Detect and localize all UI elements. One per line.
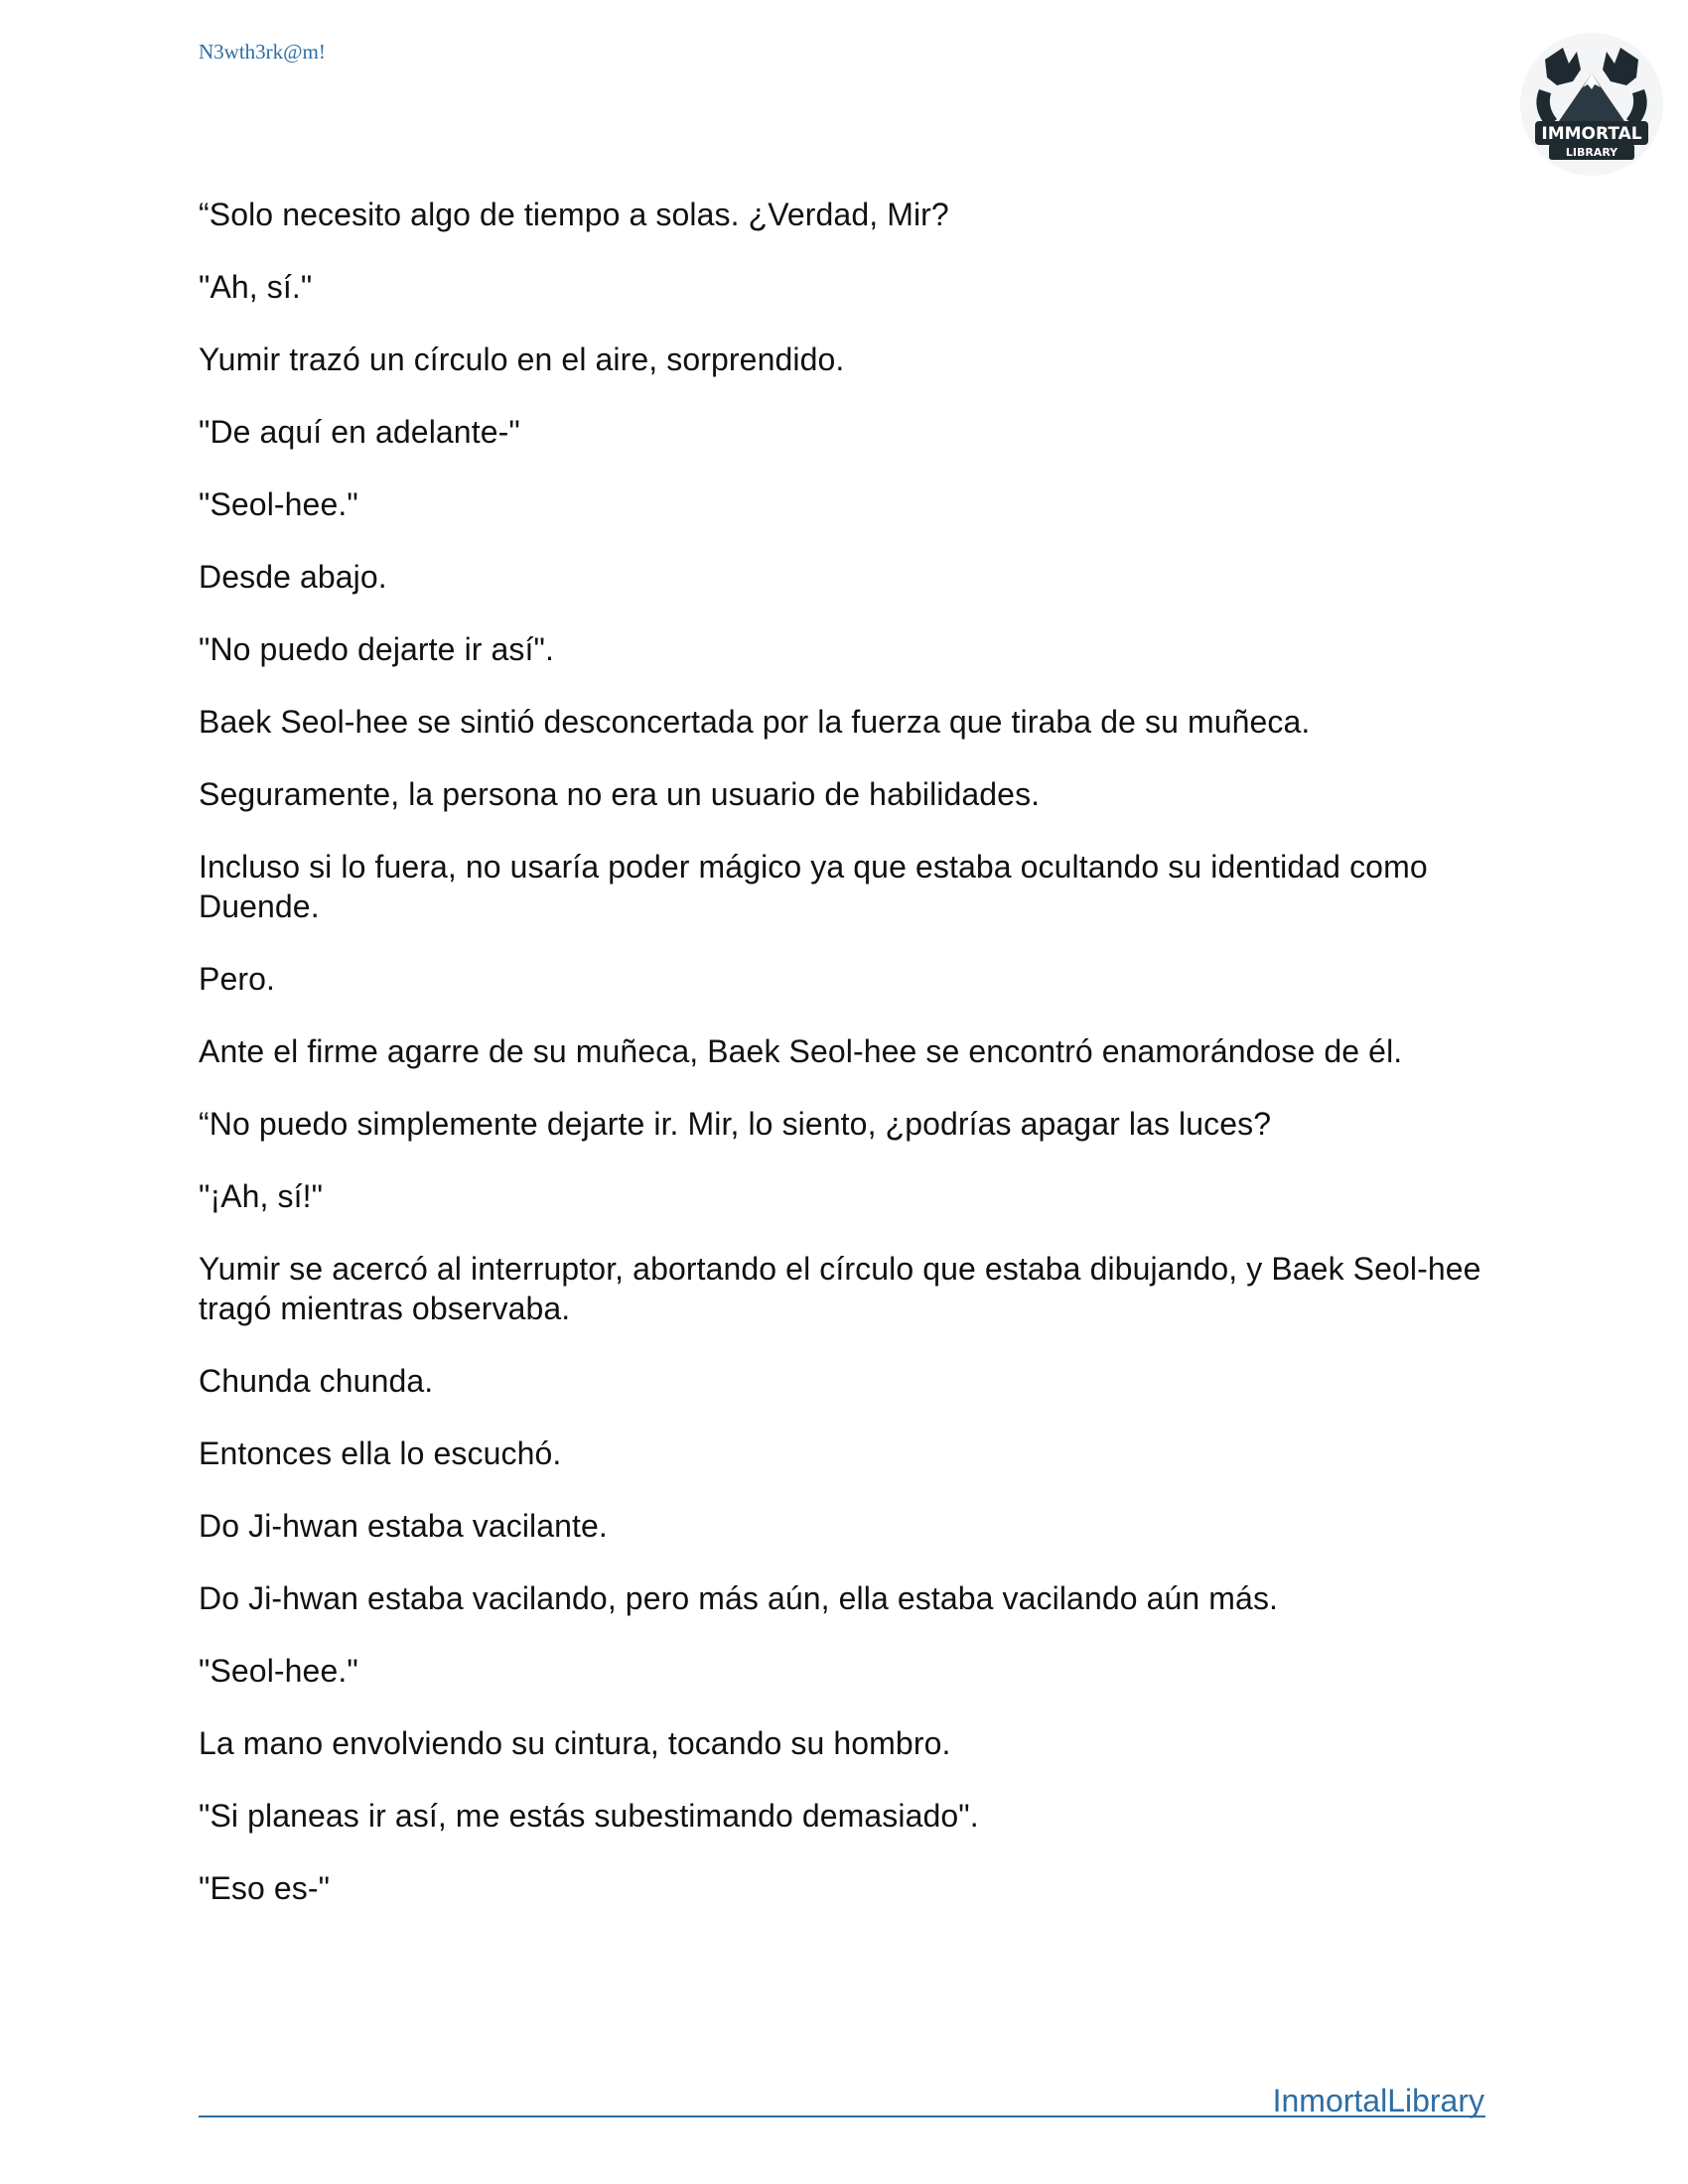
paragraph: Pero.: [199, 961, 275, 997]
paragraph: "Seol-hee.": [199, 1653, 358, 1689]
paragraph: Seguramente, la persona no era un usuario de habilidades.: [199, 776, 1041, 812]
paragraph: "De aquí en adelante-": [199, 414, 520, 450]
paragraph: "¡Ah, sí!": [199, 1178, 324, 1214]
logo-line1: IMMORTAL: [1541, 124, 1642, 144]
immortal-library-logo: [1517, 30, 1666, 179]
logo-line2: LIBRARY: [1565, 146, 1618, 159]
paragraph: “Solo necesito algo de tiempo a solas. ¿Verdad, Mir?: [199, 197, 949, 232]
footer-link[interactable]: InmortalLibrary: [1272, 2083, 1484, 2118]
paragraph: Yumir se acercó al interruptor, abortando el círculo que estaba dibujando, y Baek Seol-hee tragó mientras observaba.: [199, 1251, 1481, 1326]
paragraph: "No puedo dejarte ir así".: [199, 631, 554, 667]
paragraph: Chunda chunda.: [199, 1363, 434, 1399]
paragraph: “No puedo simplemente dejarte ir. Mir, lo siento, ¿podrías apagar las luces?: [199, 1106, 1272, 1142]
paragraph: Ante el firme agarre de su muñeca, Baek Seol-hee se encontró enamorándose de él.: [199, 1033, 1403, 1069]
watermark-text: N3wth3rk@m!: [199, 40, 326, 64]
paragraph: Baek Seol-hee se sintió desconcertada por la fuerza que tiraba de su muñeca.: [199, 704, 1311, 740]
paragraph: "Eso es-": [199, 1870, 331, 1906]
dragon-mountain-emblem-icon: [1517, 30, 1666, 179]
paragraph: Entonces ella lo escuchó.: [199, 1435, 562, 1471]
paragraph: Do Ji-hwan estaba vacilando, pero más aún, ella estaba vacilando aún más.: [199, 1580, 1279, 1616]
paragraph: Yumir trazó un círculo en el aire, sorprendido.: [199, 341, 845, 377]
paragraph: Desde abajo.: [199, 559, 387, 595]
paragraph: "Ah, sí.": [199, 269, 313, 305]
paragraph: Do Ji-hwan estaba vacilante.: [199, 1508, 608, 1544]
paragraph: Incluso si lo fuera, no usaría poder mágico ya que estaba ocultando su identidad como Duende.: [199, 849, 1428, 924]
paragraph: "Seol-hee.": [199, 486, 358, 522]
paragraph: "Si planeas ir así, me estás subestimando demasiado".: [199, 1798, 979, 1834]
document-body: [199, 195, 1489, 1941]
paragraph: La mano envolviendo su cintura, tocando su hombro.: [199, 1725, 951, 1761]
